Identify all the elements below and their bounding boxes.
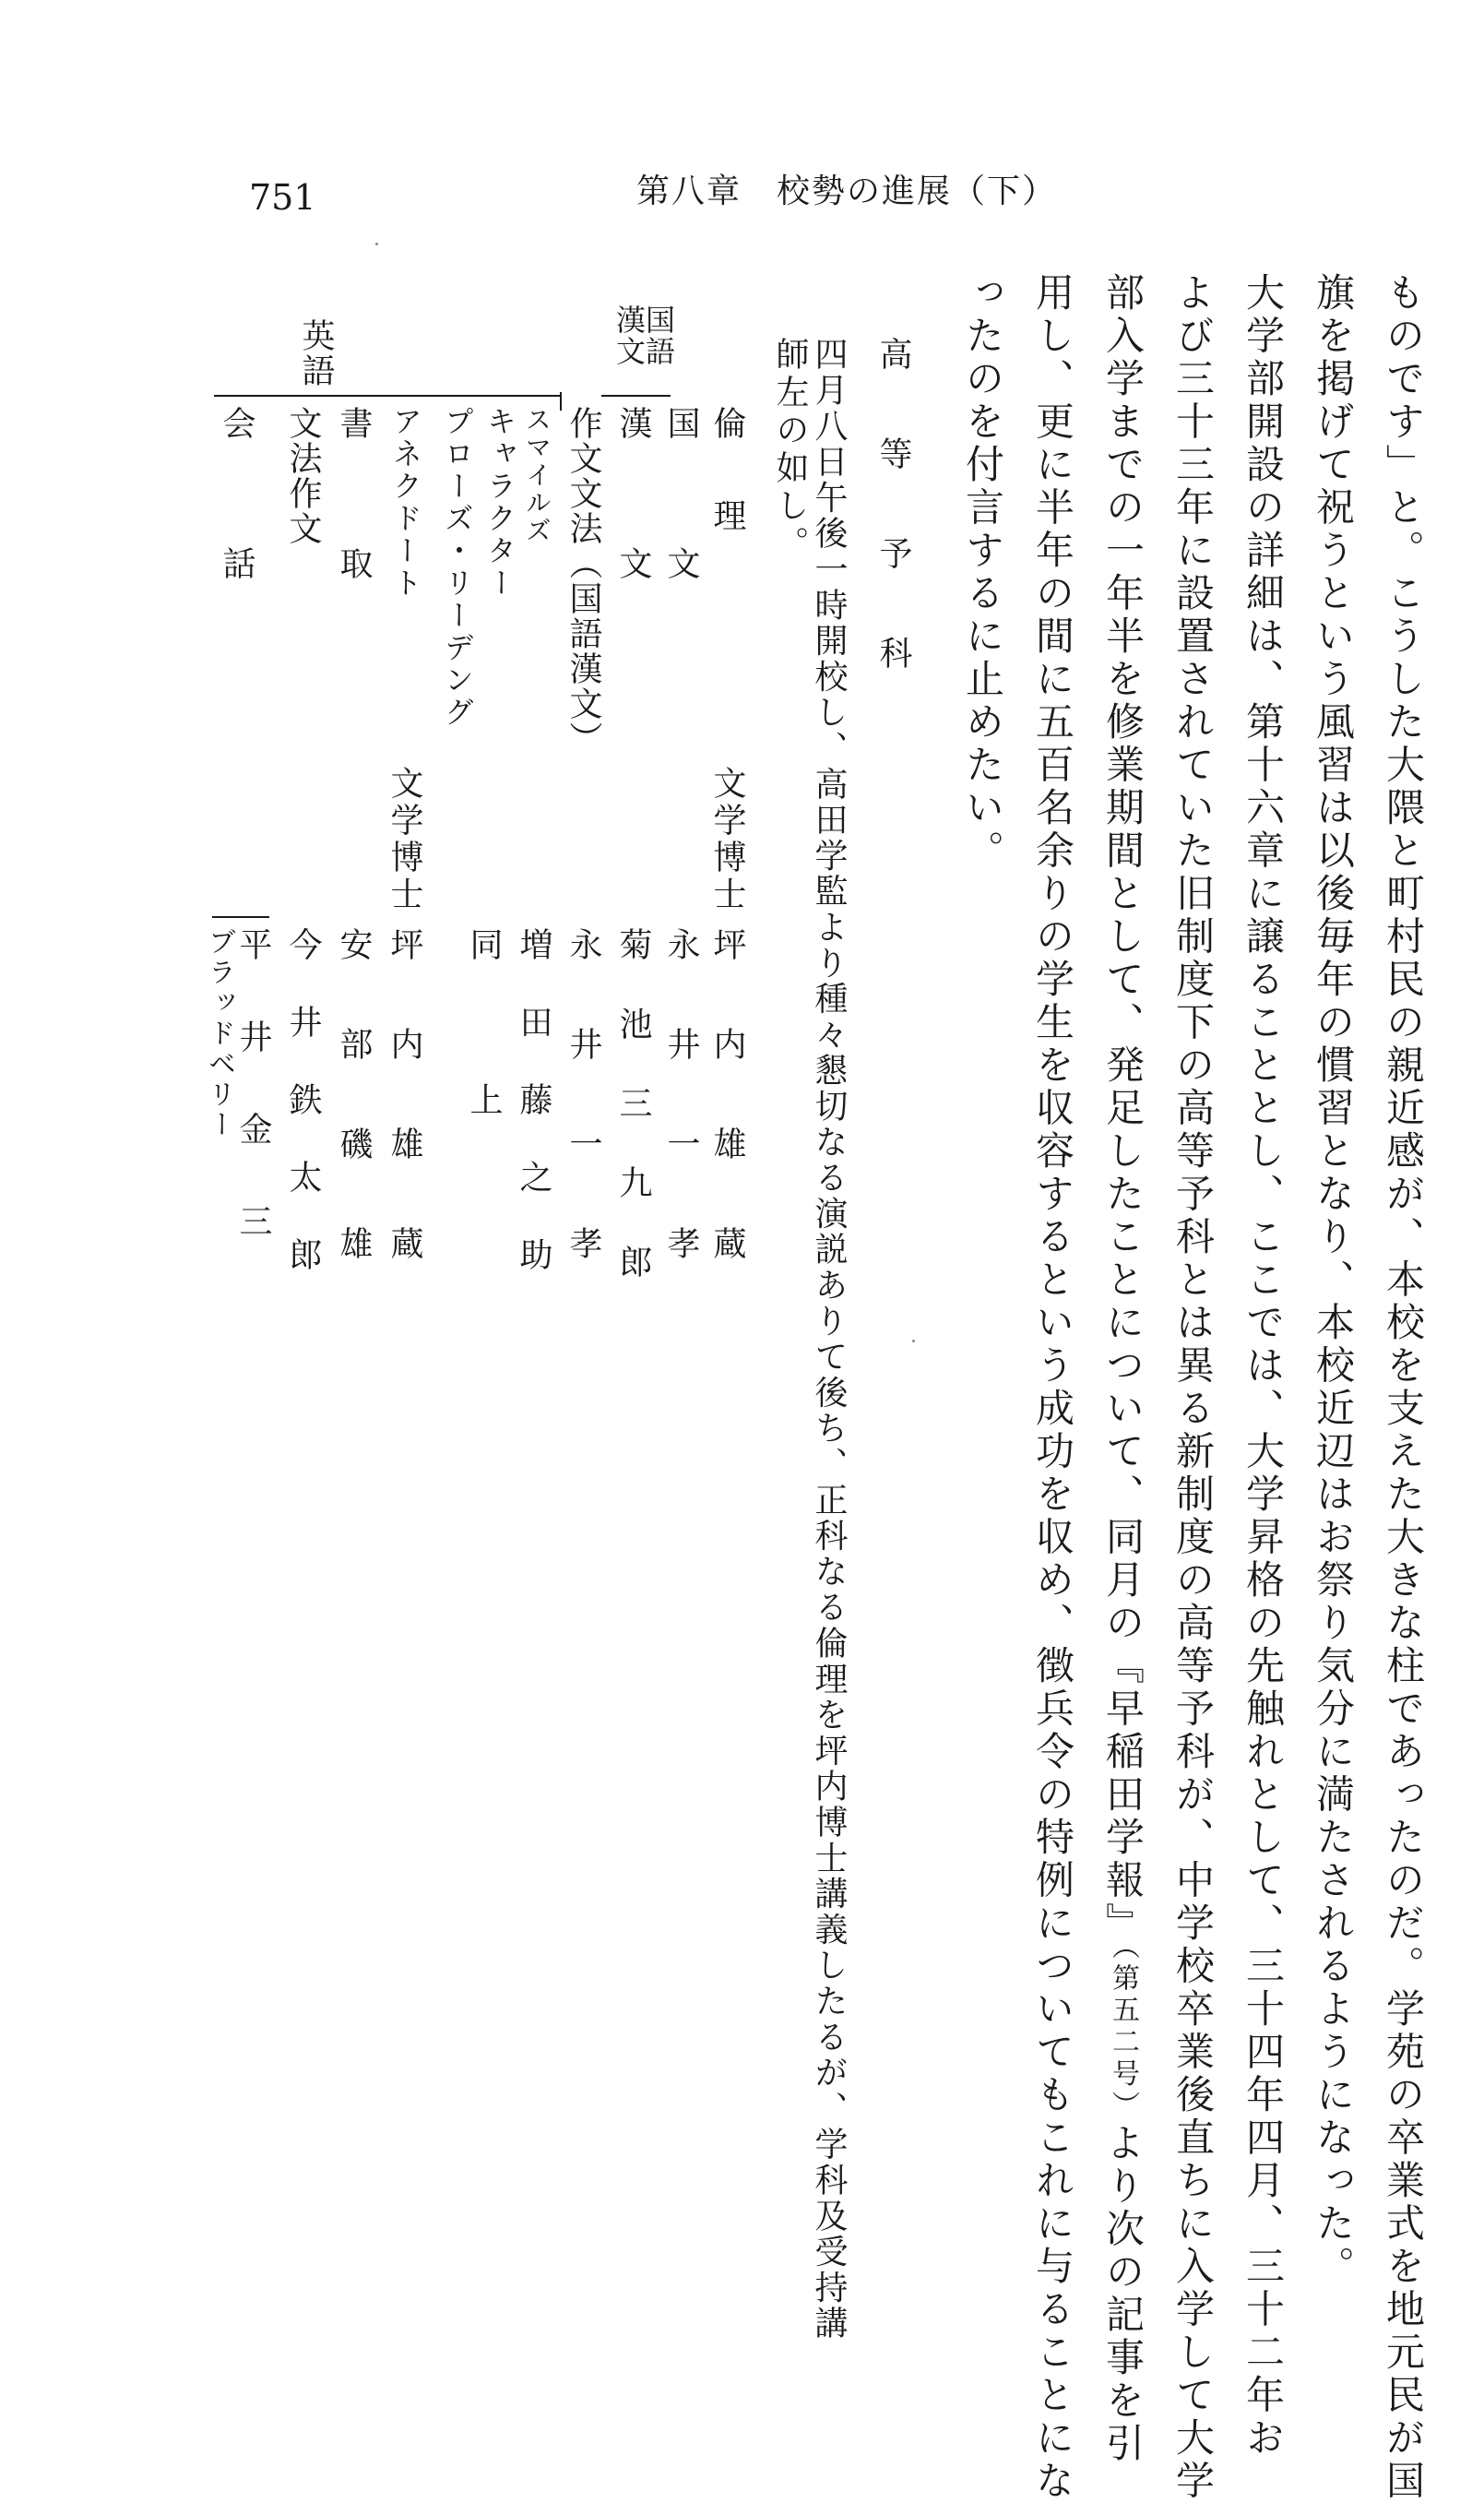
teacher-sakubun: 永 井 一 孝 — [564, 927, 602, 1276]
subject-bunpo: 文法作文 — [284, 406, 322, 546]
running-head: 第八章 校勢の進展（下） — [636, 173, 1058, 210]
subject-anecdote: アネクドート — [388, 406, 423, 600]
subject-character: キャラクター — [482, 406, 517, 600]
scan-speck — [375, 243, 378, 245]
teacher-kaiwa-2: ブラッドベリー — [203, 927, 235, 1140]
body-line-5 — [1100, 272, 1146, 2466]
teacher-smiles: 増 田 藤 之 助 — [515, 927, 552, 1276]
teacher-kokubun: 永 井 一 孝 — [662, 927, 700, 1276]
group-english: 英語 — [297, 318, 335, 388]
body-line-1: ものです」と。こうした大隈と町村民の親近感が、本校を支えた大きな柱であったのだ。学苑の卒業式を地元民が国 — [1381, 272, 1426, 2503]
subject-prose: プローズ・リーデング — [440, 406, 475, 729]
body-line-4: よび三十三年に設置されていた旧制度下の高等予科とは異る新制度の高等予科が、中学校卒業後直ちに入学して大学 — [1170, 272, 1216, 2503]
quote-line-1: 四月八日午後一時開校し、高田学監より種々懇切なる演説ありて後ち、正科なる倫理を坪内博士講義したるが、学科及受持講 — [810, 337, 848, 2342]
teacher-bunpo: 今 井 鉄 太 郎 — [284, 927, 322, 1276]
teacher-kaiwa-1: 平 井 金 三 — [234, 927, 272, 1250]
body-line-6: 用し、更に半年の間に五百名余りの学生を収容するという成功を収め、徴兵令の特例についてもこれに与ることにな — [1030, 272, 1075, 2503]
group-kokugo-kanbun: 国語漢文 — [611, 304, 676, 367]
subject-shodoku: 書 取 — [335, 406, 373, 616]
subject-kaiwa: 会 話 — [218, 406, 255, 616]
subject-sakubun: 作文文法（国語漢文） — [564, 406, 602, 757]
teacher-rinri: 坪 内 雄 蔵 — [708, 927, 746, 1276]
teacher-kanbun: 菊 池 三 九 郎 — [614, 927, 652, 1284]
title-rinri: 文学博士 — [708, 766, 746, 913]
page-number: 751 — [249, 177, 316, 218]
brace-kaiwa — [212, 916, 269, 918]
subject-kanbun: 漢 文 — [614, 406, 652, 616]
teacher-character: 同 上 — [465, 927, 503, 1121]
subject-rinri: 倫 理 — [708, 406, 746, 544]
subject-smiles: スマイルズ — [522, 406, 552, 544]
brace-kokugo-kanbun — [601, 395, 671, 397]
body-line-5-text: 部入学までの一年半を修業期間として、発足したことについて、同月の『早稲田学報』 — [1100, 272, 1146, 1946]
body-line-2: 旗を掲げて祝うという風習は以後毎年の慣習となり、本校近辺はお祭り気分に満たされるようになった。 — [1311, 272, 1356, 2289]
subject-kokubun: 国 文 — [662, 406, 700, 616]
teacher-shodoku: 安 部 磯 雄 — [335, 927, 373, 1276]
body-line-5-tail: より次の記事を引 — [1100, 2122, 1146, 2466]
quote-line-2: 師左の如し。 — [771, 337, 809, 564]
teacher-anecdote: 坪 内 雄 蔵 — [386, 927, 423, 1276]
body-line-7: ったのを付言するに止めたい。 — [960, 272, 1005, 873]
body-line-3: 大学部開設の詳細は、第十六章に譲ることとし、ここでは、大学昇格の先触れとして、三十四年四月、三十二年お — [1241, 272, 1286, 2461]
title-anecdote: 文学博士 — [386, 766, 423, 913]
gouhou-note: （第五二号） — [1107, 1945, 1139, 2123]
scan-speck-2 — [912, 1340, 915, 1342]
quote-title: 高 等 予 科 — [874, 337, 912, 685]
brace-english — [214, 395, 561, 397]
